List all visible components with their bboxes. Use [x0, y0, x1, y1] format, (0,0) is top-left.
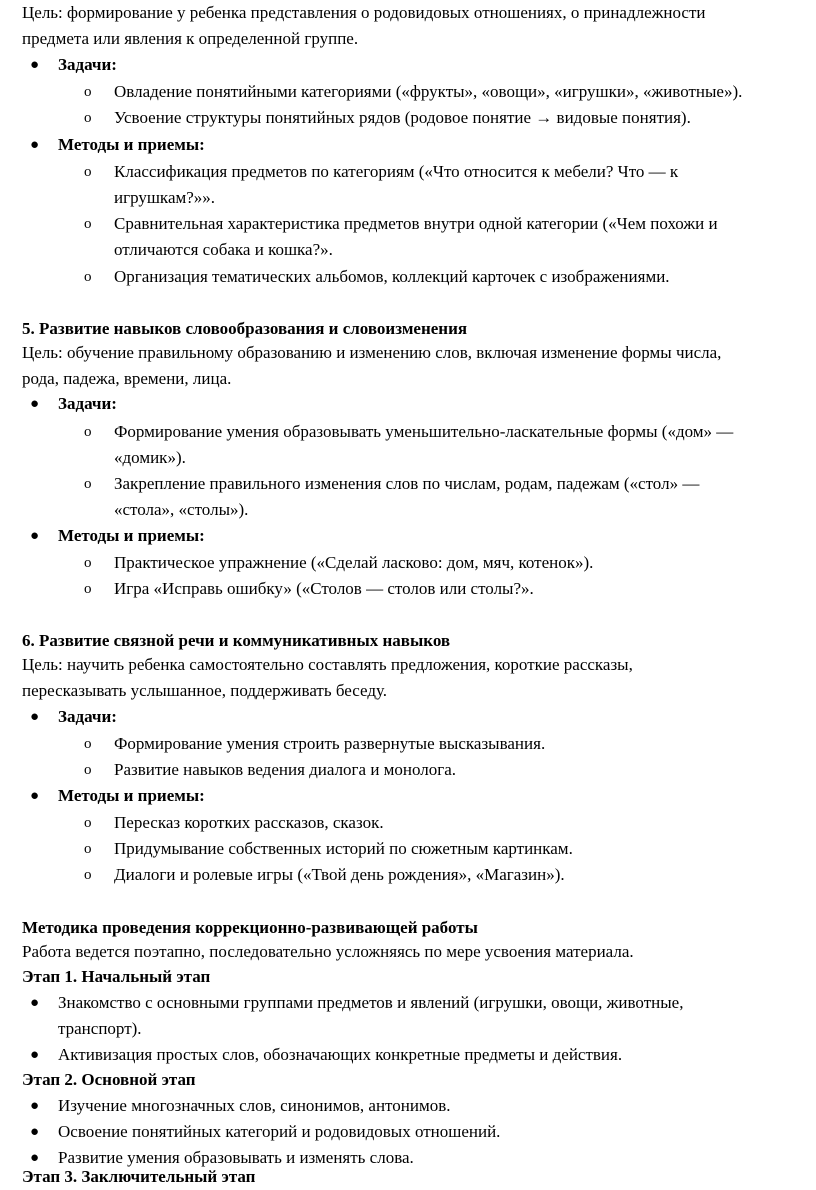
method-item: Организация тематических альбомов, коллекций карточек с изображениями. [114, 267, 670, 286]
stage-1-title: Этап 1. Начальный этап [22, 967, 211, 986]
methodology-intro: Работа ведется поэтапно, последовательно усложняясь по мере усвоения материала. [22, 942, 634, 961]
sub-bullet-icon: o [84, 841, 92, 857]
bullet-icon: ● [30, 1047, 40, 1063]
goal-text-line: Цель: обучение правильному образованию и изменению слов, включая изменение формы числа, [22, 343, 722, 362]
task-item: Формирование умения строить развернутые высказывания. [114, 734, 546, 753]
methods-label: Методы и приемы: [58, 526, 205, 545]
task-item: Формирование умения образовывать уменьшительно-ласкательные формы («дом» — [114, 422, 734, 441]
bullet-icon: ● [30, 709, 40, 725]
bullet-icon: ● [30, 1124, 40, 1140]
sub-bullet-icon: o [84, 867, 92, 883]
task-item: Развитие навыков ведения диалога и монолога. [114, 760, 457, 779]
bullet-icon: ● [30, 57, 40, 73]
methods-label: Методы и приемы: [58, 786, 205, 805]
sub-bullet-icon: o [84, 164, 92, 180]
bullet-icon: ● [30, 1150, 40, 1166]
tasks-label: Задачи: [58, 394, 117, 413]
stage-item: Развитие умения образовывать и изменять слова. [58, 1148, 414, 1167]
tasks-label: Задачи: [58, 55, 117, 74]
section-5-heading: 5. Развитие навыков словообразования и словоизменения [22, 319, 468, 338]
stage-item: Активизация простых слов, обозначающих конкретные предметы и действия. [58, 1045, 623, 1064]
goal-text-line: предмета или явления к определенной группе. [22, 29, 359, 48]
task-item-cont: «домик»). [114, 448, 186, 467]
bullet-icon: ● [30, 137, 40, 153]
sub-bullet-icon: o [84, 581, 92, 597]
tasks-label: Задачи: [58, 707, 117, 726]
sub-bullet-icon: o [84, 555, 92, 571]
stage-item: Знакомство с основными группами предметов и явлений (игрушки, овощи, животные, [58, 993, 684, 1012]
method-item-cont: отличаются собака и кошка?». [114, 240, 333, 259]
sub-bullet-icon: o [84, 762, 92, 778]
bullet-icon: ● [30, 995, 40, 1011]
goal-text-line: Цель: формирование у ребенка представления о родовидовых отношениях, о принадлежности [22, 3, 706, 22]
stage-item: Освоение понятийных категорий и родовидовых отношений. [58, 1122, 501, 1141]
task-item: Овладение понятийными категориями («фрукты», «овощи», «игрушки», «животные»). [114, 82, 743, 101]
section-6-heading: 6. Развитие связной речи и коммуникативных навыков [22, 631, 451, 650]
sub-bullet-icon: o [84, 736, 92, 752]
method-item: Придумывание собственных историй по сюжетным картинкам. [114, 839, 573, 858]
task-item: Закрепление правильного изменения слов по числам, родам, падежам («стол» — [114, 474, 700, 493]
method-item-cont: игрушкам?»». [114, 188, 216, 207]
method-item: Игра «Исправь ошибку» («Столов — столов или столы?». [114, 579, 534, 598]
stage-3-title: Этап 3. Заключительный этап [22, 1167, 256, 1186]
task-item-cont: «стола», «столы»). [114, 500, 249, 519]
sub-bullet-icon: o [84, 84, 92, 100]
bullet-icon: ● [30, 788, 40, 804]
sub-bullet-icon: o [84, 269, 92, 285]
method-item: Пересказ коротких рассказов, сказок. [114, 813, 384, 832]
methods-label: Методы и приемы: [58, 135, 205, 154]
sub-bullet-icon: o [84, 216, 92, 232]
goal-text-line: рода, падежа, времени, лица. [22, 369, 232, 388]
bullet-icon: ● [30, 1098, 40, 1114]
methodology-heading: Методика проведения коррекционно-развивающей работы [22, 918, 478, 937]
sub-bullet-icon: o [84, 424, 92, 440]
bullet-icon: ● [30, 396, 40, 412]
sub-bullet-icon: o [84, 815, 92, 831]
stage-item-cont: транспорт). [58, 1019, 142, 1038]
goal-text-line: Цель: научить ребенка самостоятельно составлять предложения, короткие рассказы, [22, 655, 633, 674]
stage-item: Изучение многозначных слов, синонимов, антонимов. [58, 1096, 451, 1115]
bullet-icon: ● [30, 528, 40, 544]
sub-bullet-icon: o [84, 476, 92, 492]
goal-text-line: пересказывать услышанное, поддерживать беседу. [22, 681, 388, 700]
stage-2-title: Этап 2. Основной этап [22, 1070, 196, 1089]
method-item: Классификация предметов по категориям («Что относится к мебели? Что — к [114, 162, 679, 181]
sub-bullet-icon: o [84, 110, 92, 126]
task-item: Усвоение структуры понятийных рядов (родовое понятие → видовые понятия). [114, 108, 691, 127]
method-item: Диалоги и ролевые игры («Твой день рождения», «Магазин»). [114, 865, 565, 884]
method-item: Сравнительная характеристика предметов внутри одной категории («Чем похожи и [114, 214, 718, 233]
method-item: Практическое упражнение («Сделай ласково: дом, мяч, котенок»). [114, 553, 594, 572]
